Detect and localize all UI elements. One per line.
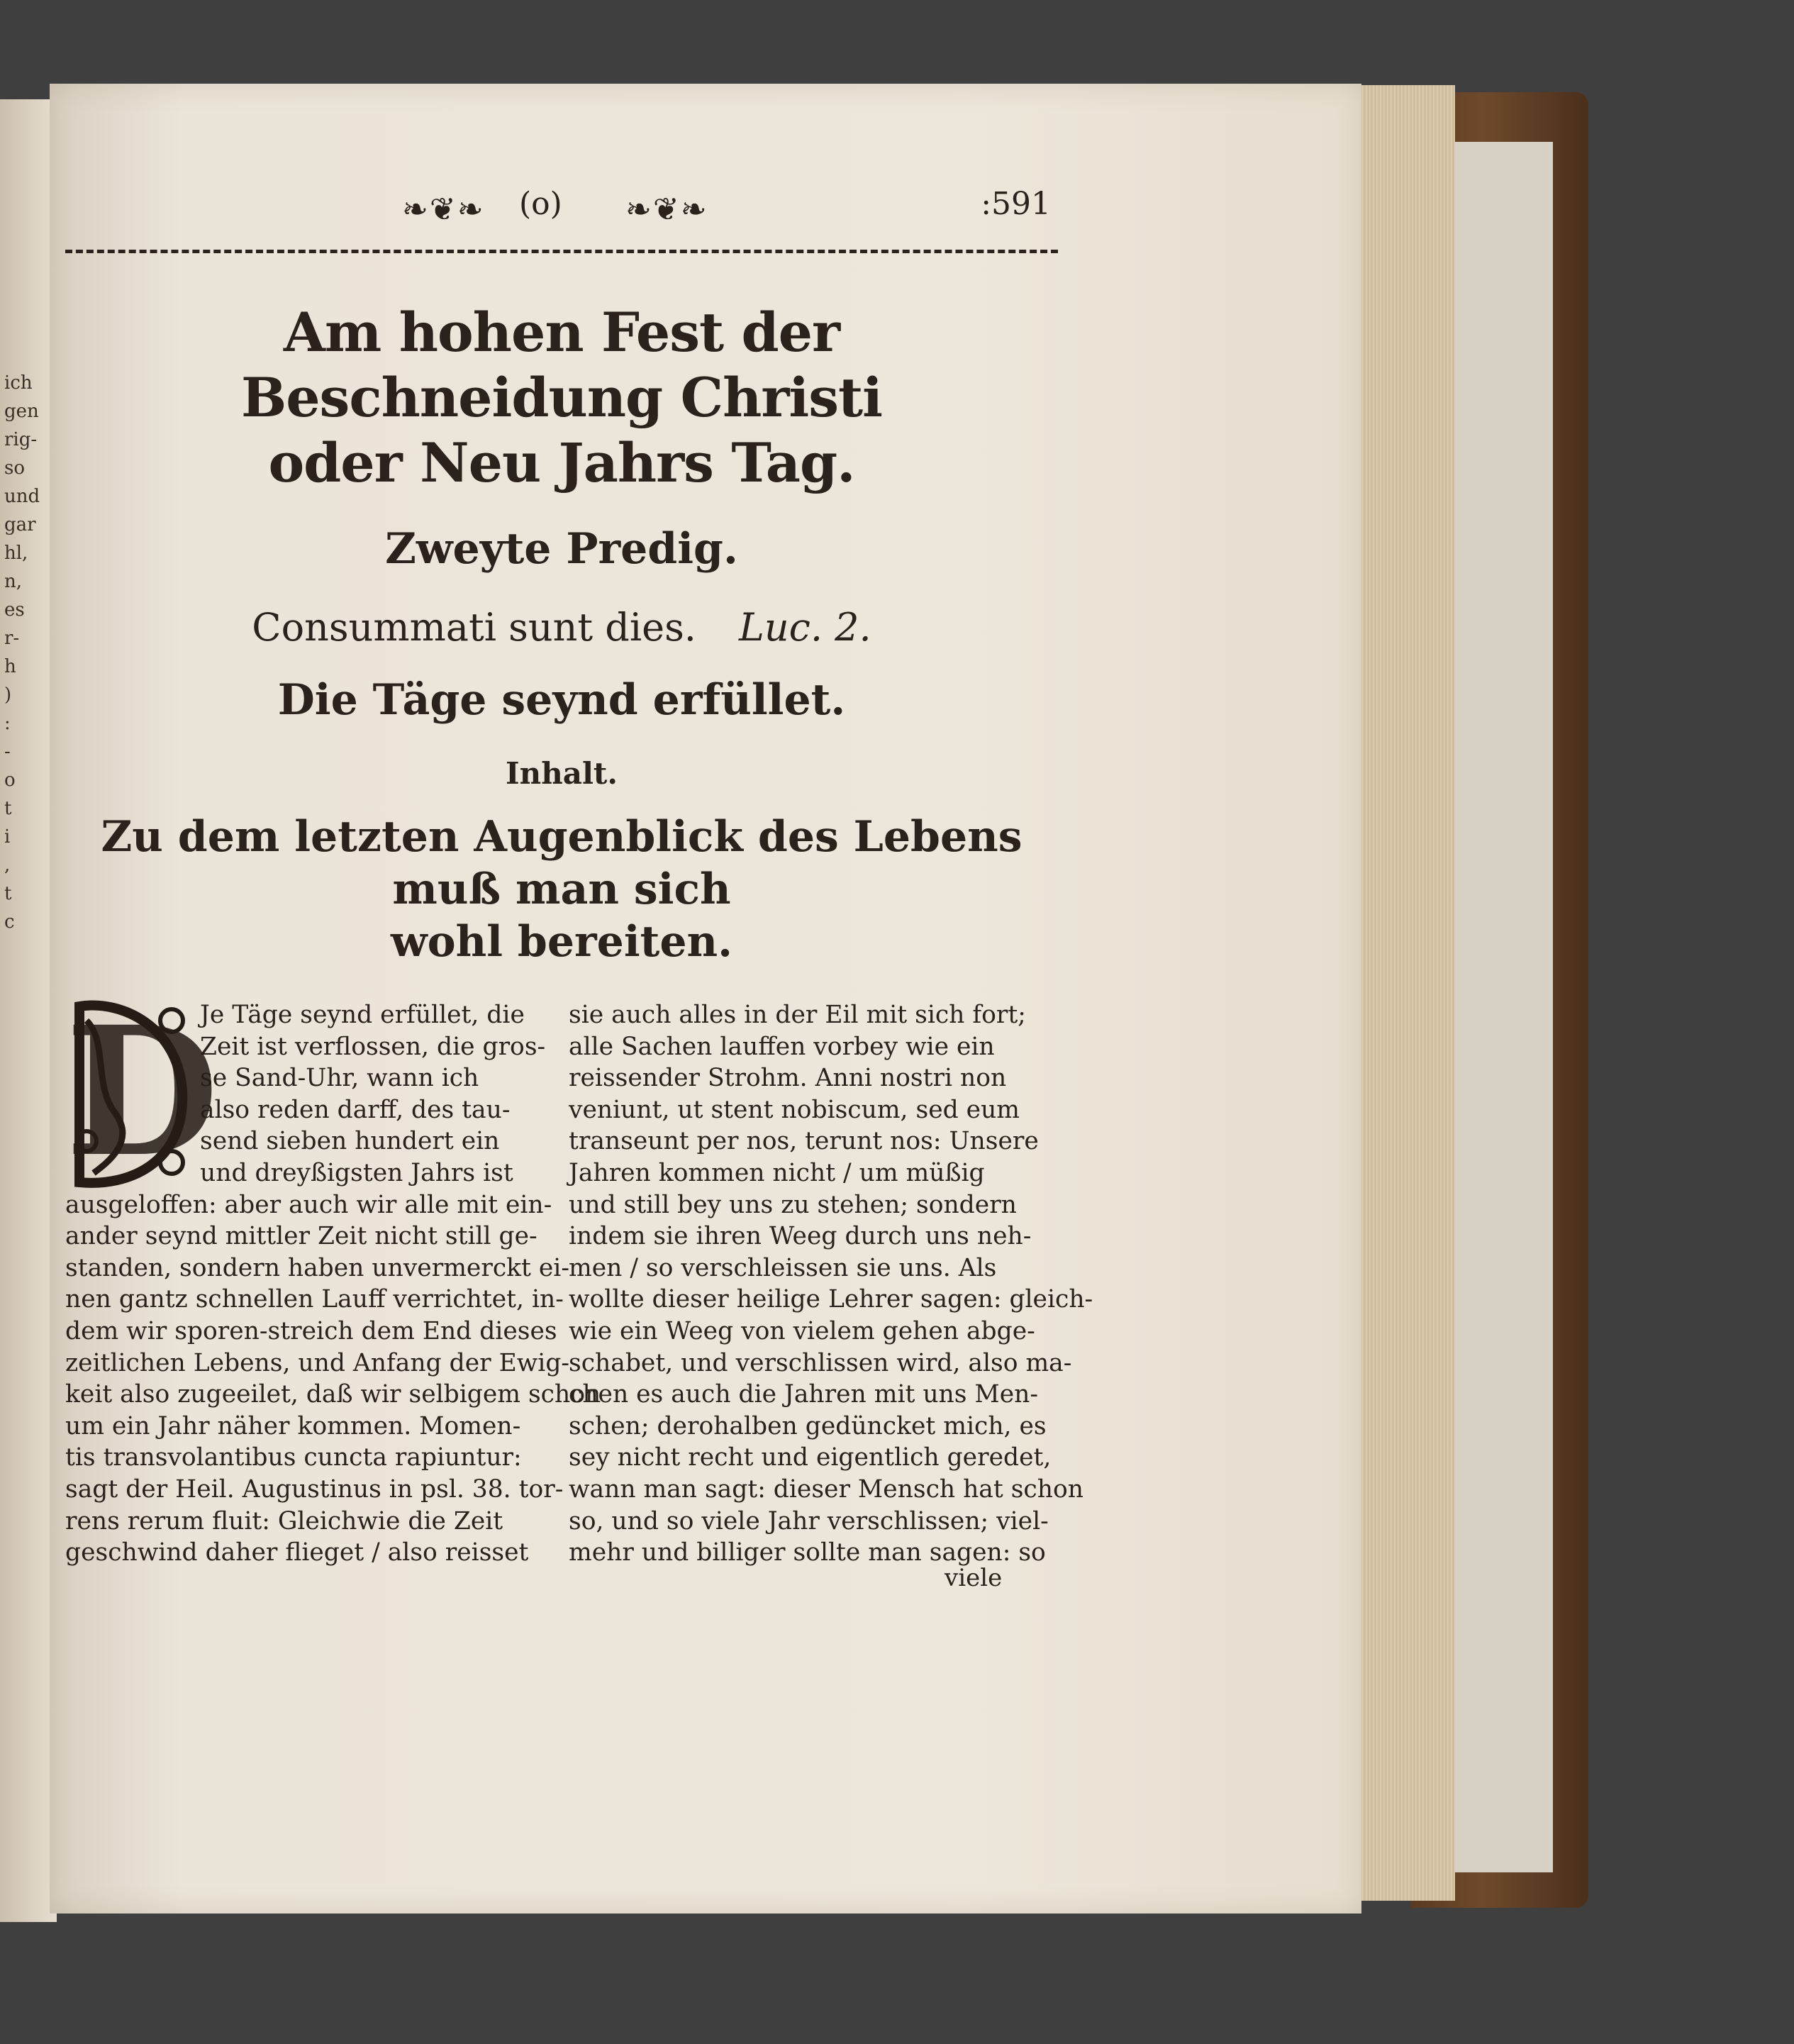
sermon-subtitle: Zweyte Predig. [385,524,738,574]
text-line: sie auch alles in der Eil mit sich fort; [569,1001,1026,1029]
text-line: nen gantz schnellen Lauff verrichtet, in- [65,1285,564,1314]
quote-text: Consummati sunt dies. [252,605,696,650]
text-line: keit also zugeeilet, daß wir selbigem schon [65,1380,601,1409]
left-page-fragment: i [4,826,11,848]
right-column [569,999,1093,1569]
text-line: rens rerum fluit: Gleichwie die Zeit [65,1506,503,1535]
text-line: Zeit ist verflossen, die gros- [200,1032,546,1061]
text-line: ausgeloffen: aber auch wir alle mit ein- [65,1190,552,1219]
left-page [0,99,57,1922]
left-page-fragment: r- [4,628,20,649]
inhalt-line: wohl bereiten. [390,917,733,967]
text-line: mehr und billiger sollte man sagen: so [569,1538,1046,1567]
left-page-fragment: gen [4,401,39,422]
left-page-fragment: t [4,883,12,904]
text-line: tis transvolantibus cuncta rapiuntur: [65,1443,522,1472]
text-line: geschwind daher flieget / also reisset [65,1538,529,1567]
inhalt-label: Inhalt. [506,756,618,791]
text-line: sey nicht recht und eigentlich geredet, [569,1443,1052,1472]
text-line: chen es auch die Jahren mit uns Men- [569,1380,1039,1409]
text-line: schabet, und verschlissen wird, also ma- [569,1348,1072,1377]
left-page-fragment: t [4,798,12,819]
running-head [65,184,1058,234]
text-line: so, und so viele Jahr verschlissen; viel- [569,1506,1049,1535]
left-page-fragment: so [4,457,25,479]
text-line: zeitlichen Lebens, und Anfang der Ewig- [65,1348,570,1377]
text-line: um ein Jahr näher kommen. Momen- [65,1411,521,1440]
left-page-fragment: c [4,911,15,933]
text-line: wie ein Weeg von vielem gehen abge- [569,1316,1035,1345]
page-content [65,184,1093,1638]
text-line: standen, sondern haben unvermerckt ei- [65,1253,569,1282]
text-line: indem sie ihren Weeg durch uns neh- [569,1222,1032,1251]
text-line: also reden darff, des tau- [200,1095,511,1124]
left-page-fragment: , [4,855,11,876]
left-page-fragment: n, [4,571,23,592]
left-page-fragment: : [4,713,11,734]
text-line: und dreyßigsten Jahrs ist [200,1158,513,1187]
quote-translation: Die Täge seynd erfüllet. [277,675,846,725]
text-line: und still bey uns zu stehen; sondern [569,1190,1017,1219]
header-rule [65,250,1058,257]
drop-cap-letter: D [65,987,219,1196]
text-line: send sieben hundert ein [200,1127,500,1156]
left-page-fragment: ) [4,684,12,706]
page-title [65,300,1058,496]
left-page-fragment: es [4,599,25,621]
text-line: men / so verschleissen sie uns. Als [569,1253,997,1282]
text-line: Je Täge seynd erfüllet, die [200,1001,525,1029]
body-columns [65,987,1093,1638]
inhalt-summary [65,811,1058,968]
title-line: Am hohen Fest der Beschneidung Christi [240,301,883,429]
left-page-fragment: rig- [4,429,38,450]
left-page-fragment: o [4,770,16,791]
text-line: wollte dieser heilige Lehrer sagen: gleich- [569,1285,1093,1314]
left-page-fragment: gar [4,514,36,535]
left-page-fragment: und [4,486,40,507]
page-number: :591 [981,186,1051,222]
text-line: sagt der Heil. Augustinus in psl. 38. tor- [65,1474,564,1504]
left-page-fragments [4,369,47,936]
text-line: dem wir sporen-streich dem End dieses [65,1316,557,1345]
text-line: veniunt, ut stent nobiscum, sed eum [569,1095,1020,1124]
quote-reference: Luc. 2. [738,605,871,650]
left-page-fragment: hl, [4,543,28,564]
drop-cap-ornament-icon [65,987,219,1196]
latin-quote [65,605,1058,650]
running-head-center: (o) [519,186,562,222]
text-line: wann man sagt: dieser Mensch hat schon [569,1474,1083,1504]
text-line: Jahren kommen nicht / um müßig [569,1158,985,1187]
ornament-left-icon: ❧❦❧ [402,191,485,228]
inhalt-line: Zu dem letzten Augenblick des Lebens muß man sich [101,812,1023,914]
text-line: se Sand-Uhr, wann ich [200,1064,479,1093]
text-line: ander seynd mittler Zeit nicht still ge- [65,1222,537,1251]
left-page-fragment: h [4,656,16,677]
text-line: transeunt per nos, terunt nos: Unsere [569,1127,1039,1156]
text-line: schen; derohalben gedüncket mich, es [569,1411,1047,1440]
left-page-fragment: - [4,741,11,762]
left-page-fragment: ich [4,372,33,394]
text-line: alle Sachen lauffen vorbey wie ein [569,1032,995,1061]
left-column [65,987,601,1569]
catchword: viele [945,1564,1003,1592]
ornament-right-icon: ❧❦❧ [625,191,708,228]
text-line: reissender Strohm. Anni nostri non [569,1064,1007,1093]
page-edges [1347,85,1455,1901]
title-line: oder Neu Jahrs Tag. [268,431,855,494]
